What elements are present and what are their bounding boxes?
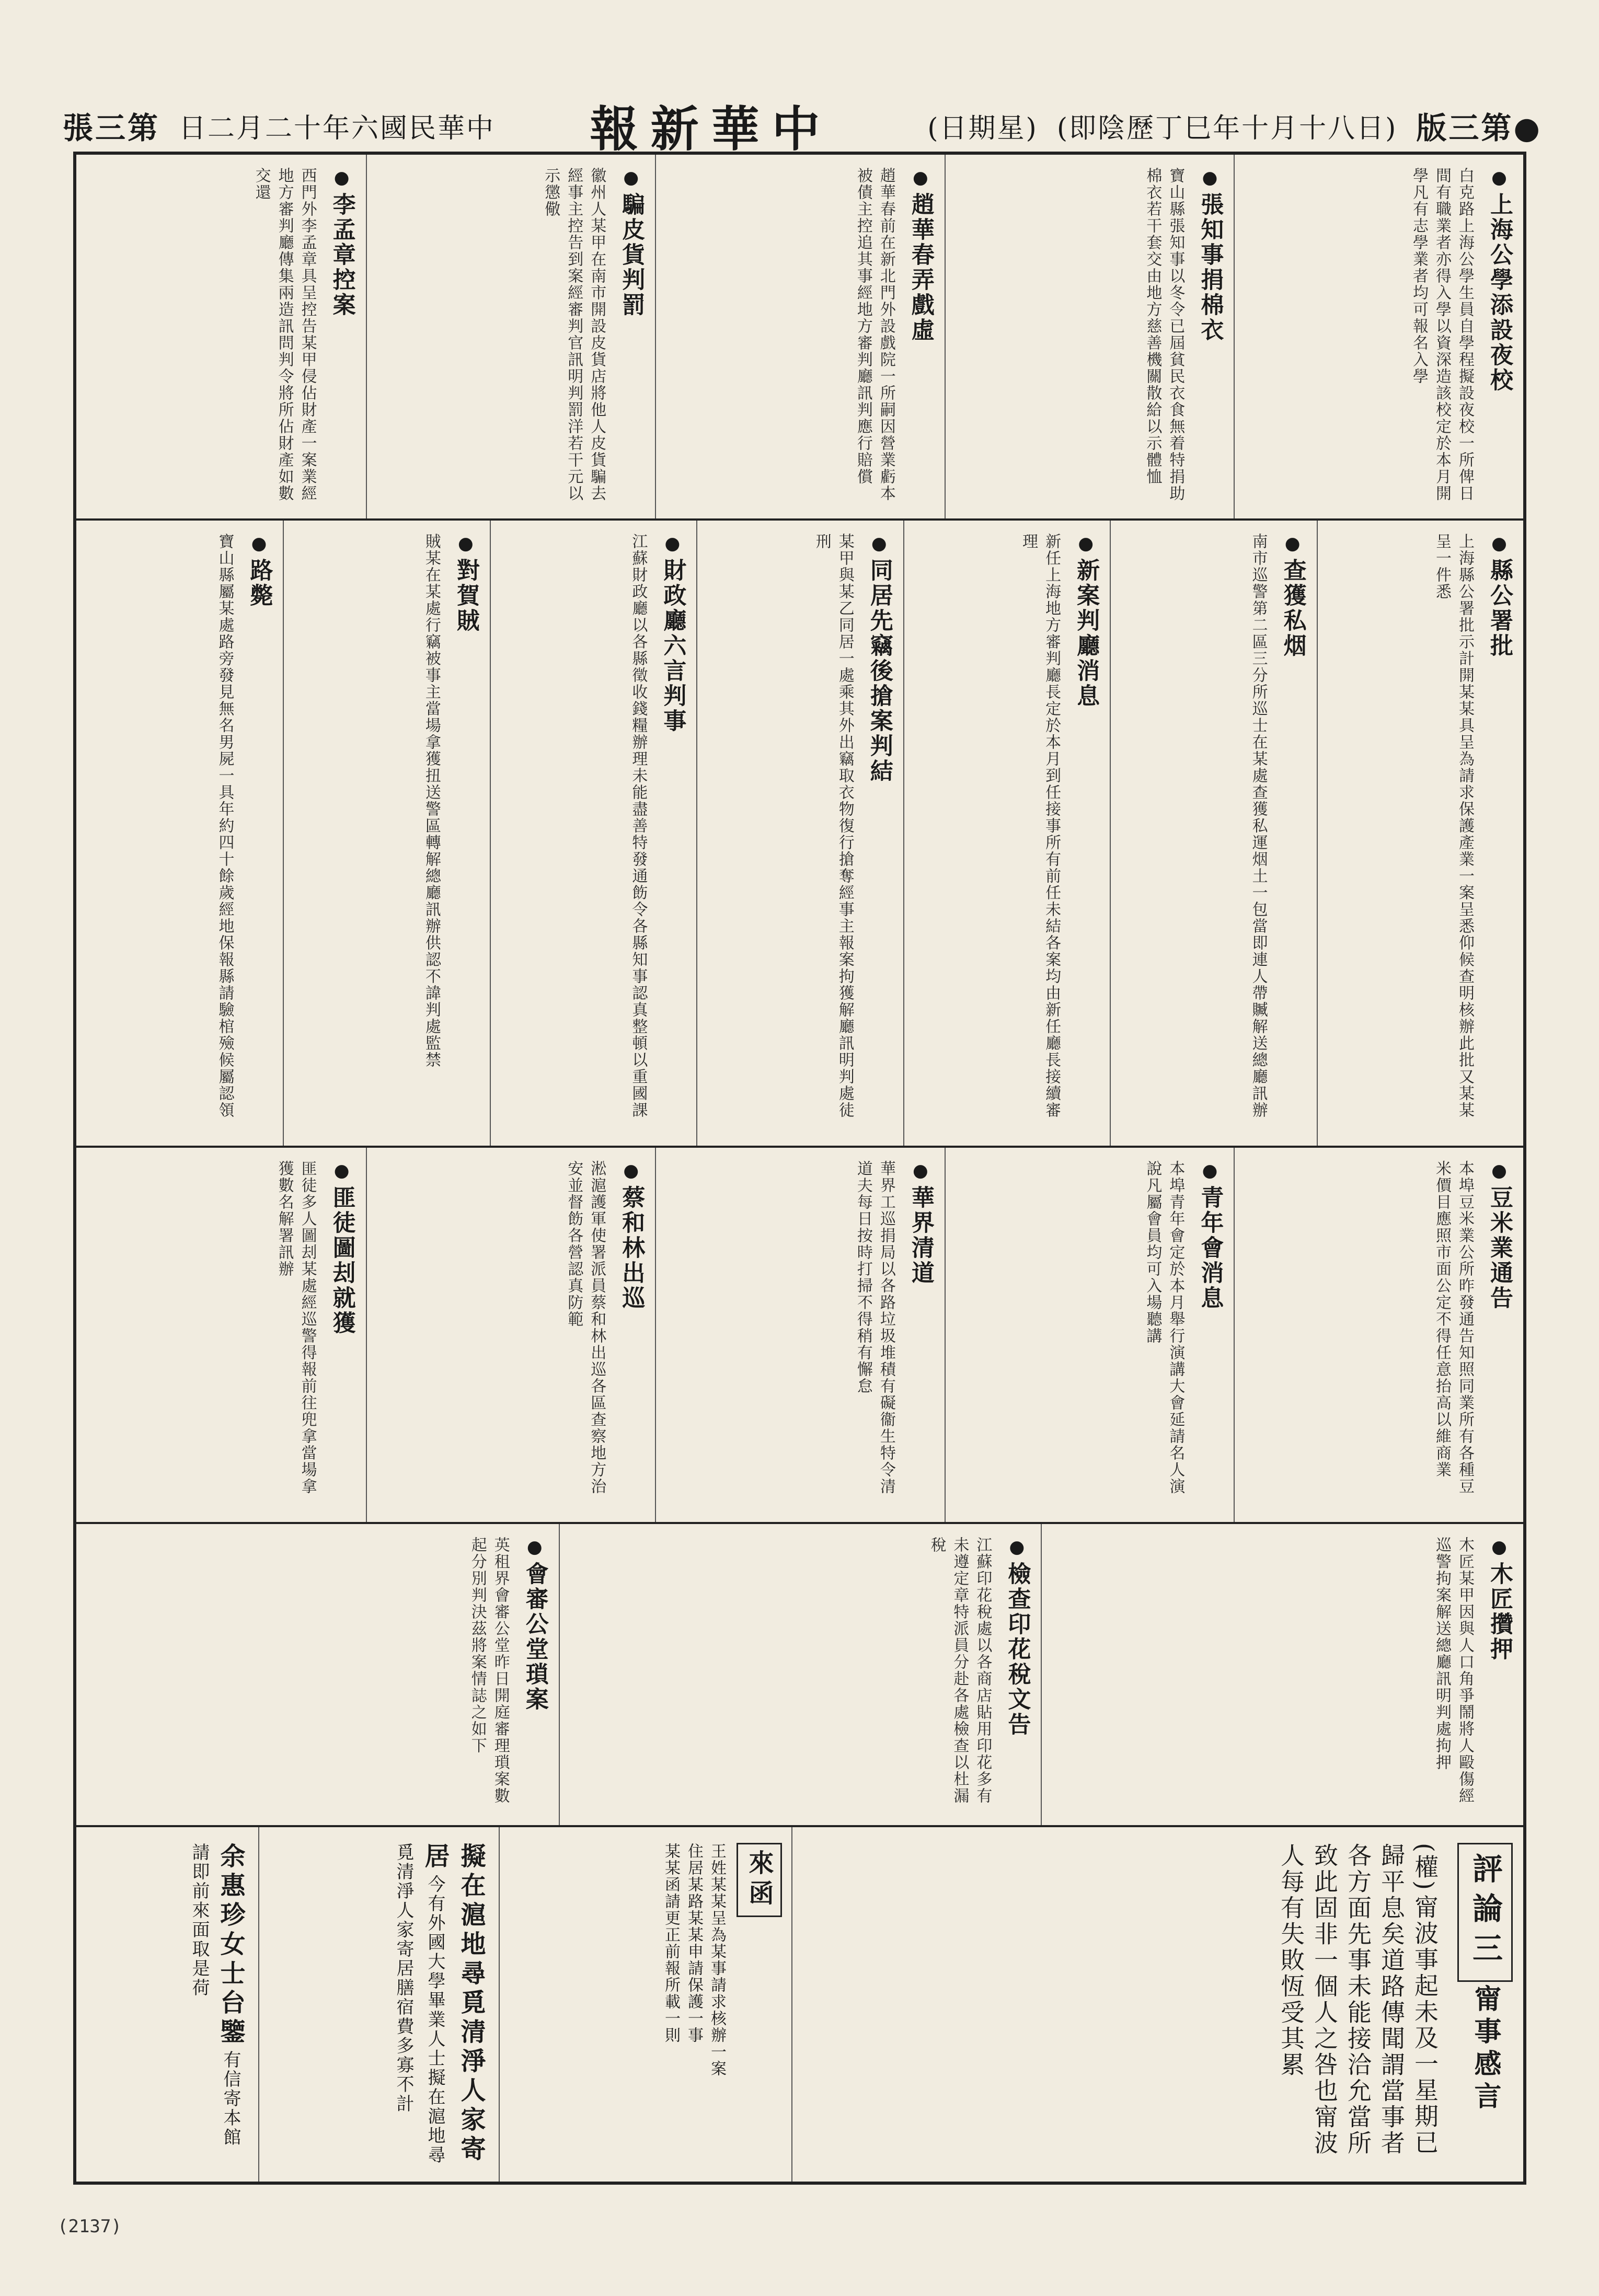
- article-headline: 蔡和林出巡: [618, 1185, 645, 1311]
- article-headline: 同居先竊後搶案判結: [866, 558, 893, 784]
- news-band-2: [76, 521, 1523, 1148]
- article-headline: 路斃: [246, 558, 273, 608]
- article-column: [366, 155, 655, 518]
- article-column: [1041, 1524, 1523, 1825]
- article-body: 淞滬護軍使署派員蔡和林出巡各區查察地方治安並督飭各營認真防範: [565, 1160, 606, 1495]
- advert-box-2: [76, 1827, 258, 2182]
- bullet-icon: ●: [1489, 1537, 1510, 1557]
- article-column: [76, 155, 366, 518]
- bullet-icon: ●: [868, 533, 890, 554]
- bullet-icon: ●: [1282, 533, 1303, 554]
- advert-text: 有信寄本館請即前來面取是荷: [189, 1843, 241, 2148]
- bullet-icon: ●: [331, 1160, 352, 1181]
- article-body: 南市巡警第二區三分所巡士在某處查獲私運烟土一包當即連人帶贓解送總廳訊辦: [1249, 533, 1268, 1118]
- article-column: [283, 521, 489, 1146]
- page-label: 版三第●: [1416, 110, 1542, 146]
- bullet-icon: ●: [1199, 167, 1221, 188]
- article-body: 西門外李孟章具呈控告某甲侵佔財產一案業經地方審判廳傳集兩造訊問判令將所佔財產如數交還: [252, 167, 317, 502]
- article-body: 某甲與某乙同居一處乘其外出竊取衣物復行搶奪經事主報案拘獲解廳訊明判處徒刑: [812, 533, 854, 1118]
- article-headline: 查獲私烟: [1279, 558, 1306, 659]
- article-body: 華界工巡捐局以各路垃圾堆積有礙衞生特令清道夫每日按時打掃不得稍有懈怠: [854, 1160, 895, 1495]
- sheet-label: 張三第: [63, 110, 160, 146]
- page-number: (2137): [57, 2216, 122, 2237]
- article-column: [1234, 1148, 1523, 1522]
- commentary-section: [76, 1827, 1523, 2182]
- article-headline: 對賀賊: [452, 558, 479, 633]
- article-column: [490, 521, 696, 1146]
- advert-title: 擬在滬地尋覓清淨人家寄居: [420, 1843, 486, 2165]
- article-body: 徽州人某甲在南市開設皮貨店將他人皮貨騙去經事主控告到案經審判官訊明判罰洋若干元以示懲儆: [542, 167, 606, 502]
- article-column: [696, 521, 903, 1146]
- page-frame: [73, 152, 1526, 2185]
- masthead-left-group: [927, 103, 1542, 147]
- commentary-text: 甯波事起未及一星期已歸平息矣道路傳聞謂當事者各方面先事未能接洽允當所致此固非一個人之咎也甯波人每有失敗恆受其累: [1277, 1843, 1439, 2156]
- masthead-right-group: [63, 103, 495, 147]
- masthead: [63, 101, 1542, 157]
- letters-title: 來函: [737, 1843, 782, 1917]
- article-headline: 趙華春弄戲虛: [907, 192, 934, 343]
- article-body: 匪徒多人圖刦某處經巡警得報前往兜拿當場拿獲數名解署訊辦: [275, 1160, 317, 1495]
- article-headline: 木匠攢押: [1486, 1562, 1513, 1662]
- article-headline: 李孟章控案: [328, 192, 355, 318]
- bullet-icon: ●: [331, 167, 352, 188]
- article-column: [76, 1148, 366, 1522]
- bullet-icon: ●: [455, 533, 476, 554]
- article-column: [559, 1524, 1041, 1825]
- article-column: [945, 155, 1234, 518]
- article-column: [76, 521, 283, 1146]
- date-line: 日二月二十年六國民華中: [179, 112, 496, 144]
- weekday: (日期星): [927, 112, 1038, 144]
- article-headline: 上海公學添設夜校: [1486, 192, 1513, 393]
- article-body: 寶山縣屬某處路旁發見無名男屍一具年約四十餘歲經地保報縣請驗棺殮候屬認領: [215, 533, 234, 1118]
- article-body: 本埠豆米業公所昨發通告知照同業所有各種豆米價目應照市面公定不得任意抬高以維商業: [1433, 1160, 1474, 1495]
- article-body: 白克路上海公學生員自學程擬設夜校一所俾日間有職業者亦得入學以資深造該校定於本月開學凡有志學業者均可報名入學: [1410, 167, 1474, 502]
- advert-text: 今有外國大學畢業人士擬在滬地尋覓清淨人家寄居膳宿費多寡不計: [393, 1843, 445, 2165]
- letters-item: 住居某路某某申請保護一事: [685, 1843, 703, 2044]
- commentary-box: [791, 1827, 1523, 2182]
- bullet-icon: ●: [1489, 1160, 1510, 1181]
- article-body: 江蘇財政廳以各縣徵收錢糧辦理未能盡善特發通飭令各縣知事認真整頓以重國課: [629, 533, 648, 1118]
- letters-box: [499, 1827, 791, 2182]
- article-headline: 檢查印花稅文告: [1004, 1562, 1031, 1737]
- bullet-icon: ●: [620, 1160, 642, 1181]
- news-band-4: [76, 1524, 1523, 1827]
- bullet-icon: ●: [1075, 533, 1097, 554]
- article-column: [1317, 521, 1523, 1146]
- news-band-3: [76, 1148, 1523, 1524]
- article-column: [655, 1148, 945, 1522]
- article-headline: 張知事捐棉衣: [1197, 192, 1224, 343]
- article-column: [76, 1524, 559, 1825]
- article-headline: 會審公堂瑣案: [521, 1562, 548, 1712]
- news-band-1: [76, 155, 1523, 521]
- article-headline: 縣公署批: [1486, 558, 1513, 659]
- article-body: 新任上海地方審判廳長定於本月到任接事所有前任未結各案均由新任廳長接續審理: [1019, 533, 1061, 1118]
- bullet-icon: ●: [524, 1537, 545, 1557]
- bullet-icon: ●: [248, 533, 270, 554]
- article-headline: 財政廳六言判事: [659, 558, 686, 734]
- article-headline: 豆米業通告: [1486, 1185, 1513, 1311]
- article-column: [945, 1148, 1234, 1522]
- letters-item: 某某函請更正前報所載一則: [662, 1843, 680, 2044]
- commentary-label: 評論三: [1457, 1843, 1513, 1982]
- article-headline: 新案判廳消息: [1073, 558, 1100, 709]
- article-body: 江蘇印花稅處以各商店貼用印花多有未遵定章特派員分赴各處檢查以杜漏稅: [927, 1537, 992, 1804]
- advert-box-1: [258, 1827, 499, 2182]
- article-headline: 匪徒圖刦就獲: [328, 1185, 355, 1336]
- article-headline: 騙皮貨判罰: [618, 192, 645, 318]
- newspaper-title: 報新華中: [590, 101, 833, 157]
- article-headline: 華界清道: [907, 1185, 934, 1286]
- bullet-icon: ●: [620, 167, 642, 188]
- article-body: 賊某在某處行竊被事主當場拿獲扭送警區轉解總廳訊辦供認不諱判處監禁: [422, 533, 441, 1068]
- bullet-icon: ●: [1489, 533, 1510, 554]
- article-body: 趙華春前在新北門外設戲院一所嗣因營業虧本被債主控追其事經地方審判廳訊判應行賠償: [854, 167, 895, 502]
- bullet-icon: ●: [662, 533, 683, 554]
- advert-title: 余惠珍女士台鑒: [216, 1843, 245, 2048]
- article-column: [1234, 155, 1523, 518]
- lunar-date: (即陰歷丁巳年十月十八日): [1056, 112, 1398, 144]
- article-column: [1110, 521, 1316, 1146]
- bullet-icon: ●: [910, 1160, 931, 1181]
- bullet-icon: ●: [1489, 167, 1510, 188]
- article-column: [903, 521, 1110, 1146]
- article-body: 本埠青年會定於本月舉行演講大會延請名人演說凡屬會員均可入場聽講: [1143, 1160, 1185, 1495]
- article-body: 木匠某甲因與人口角爭鬧將人毆傷經巡警拘案解送總廳訊明判處拘押: [1433, 1537, 1474, 1804]
- article-headline: 青年會消息: [1197, 1185, 1224, 1311]
- article-body: 英租界會審公堂昨日開庭審理瑣案數起分別判決茲將案情誌之如下: [468, 1537, 510, 1804]
- article-body: 上海縣公署批示計開某某具呈為請求保護產業一案呈悉仰候查明核辦此批又某某呈一件悉: [1433, 533, 1474, 1118]
- article-body: 寶山縣張知事以冬令已屆貧民衣食無着特捐助棉衣若干套交由地方慈善機關散給以示體恤: [1143, 167, 1185, 502]
- bullet-icon: ●: [910, 167, 931, 188]
- bullet-icon: ●: [1006, 1537, 1028, 1557]
- article-column: [366, 1148, 655, 1522]
- commentary-title: 甯事感言: [1469, 1985, 1501, 2115]
- article-column: [655, 155, 945, 518]
- letters-item: 王姓某某呈為某事請求核辦一案: [708, 1843, 726, 2077]
- bullet-icon: ●: [1199, 1160, 1221, 1181]
- commentary-author: (權): [1411, 1843, 1439, 1892]
